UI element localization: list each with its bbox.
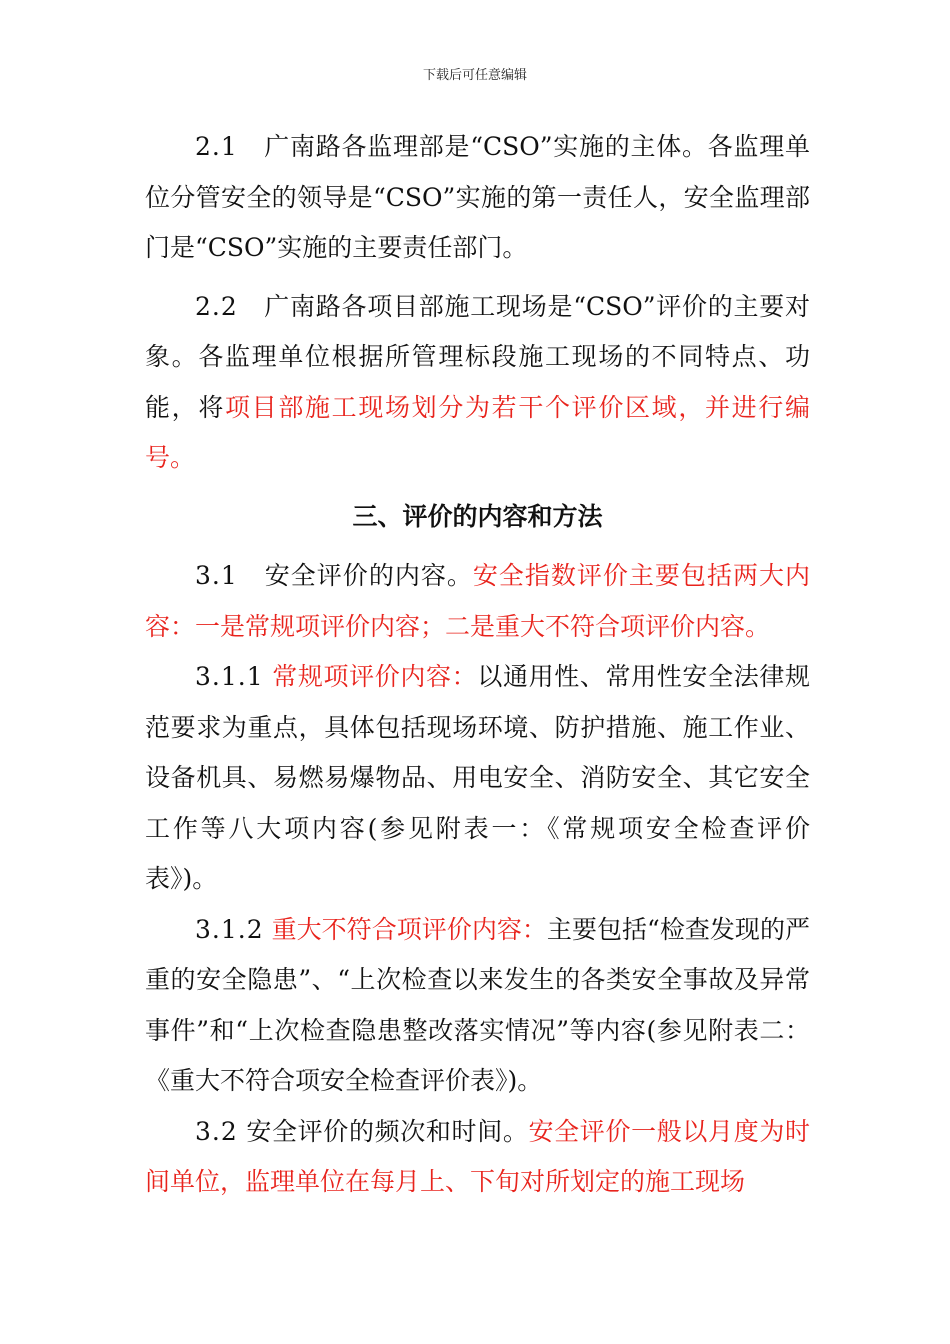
document-body [145,122,810,1208]
paragraph-3-1-2 [145,905,810,1107]
highlighted-text: 项目部施工现场划分为若干个评价区域，并进行编号。 [145,392,810,472]
paragraph-2-2 [145,282,810,484]
paragraph-2-1 [145,122,810,274]
clause-number: 3.1.2 [195,914,264,944]
paragraph-3-1-1 [145,652,810,905]
clause-number: 3.2 [195,1116,238,1146]
paragraph-text: 安全评价的频次和时间。 [237,1116,529,1146]
clause-number: 3.1.1 [195,662,264,691]
paragraph-text: 广南路各项目部施工现场是“CSO”评价的主要对象。各监理单位根据所管理标段施工现场的不同特点、功能，将 [145,291,810,422]
highlighted-text: 常规项评价内容： [263,662,478,691]
paragraph-text: 安全评价的内容。 [237,561,473,590]
clause-number: 3.1 [195,561,238,590]
paragraph-text: 以通用性、常用性安全法律规范要求为重点，具体包括现场环境、防护措施、施工作业、设备机具、易燃易爆物品、用电安全、消防安全、其它安全工作等八大项内容(参见附表一：《常规项安全检查评价表》)。 [145,662,810,893]
clause-number: 2.2 [195,291,238,321]
highlighted-text: 重大不符合项评价内容： [263,914,547,944]
paragraph-3-1 [145,551,810,652]
clause-number: 2.1 [195,132,238,161]
paragraph-3-2 [145,1107,810,1208]
section-heading: 三、评价的内容和方法 [352,501,603,531]
highlighted-text: 安全评价一般以月度为时间单位，监理单位在每月上、下旬对所划定的施工现场 [145,1116,810,1196]
paragraph-text: 广南路各监理部是“CSO”实施的主体。各监理单位分管安全的领导是“CSO”实施的第一责任人，安全监理部门是“CSO”实施的主要责任部门。 [145,132,810,262]
page-header: 下载后可任意编辑 [422,68,527,83]
highlighted-text: 安全指数评价主要包括两大内容：一是常规项评价内容；二是重大不符合项评价内容。 [145,561,810,641]
paragraph-text: 主要包括“检查发现的严重的安全隐患”、“上次检查以来发生的各类安全事故及异常事件”和“上次检查隐患整改落实情况”等内容(参见附表二：《重大不符合项安全检查评价表》)。 [145,914,810,1095]
